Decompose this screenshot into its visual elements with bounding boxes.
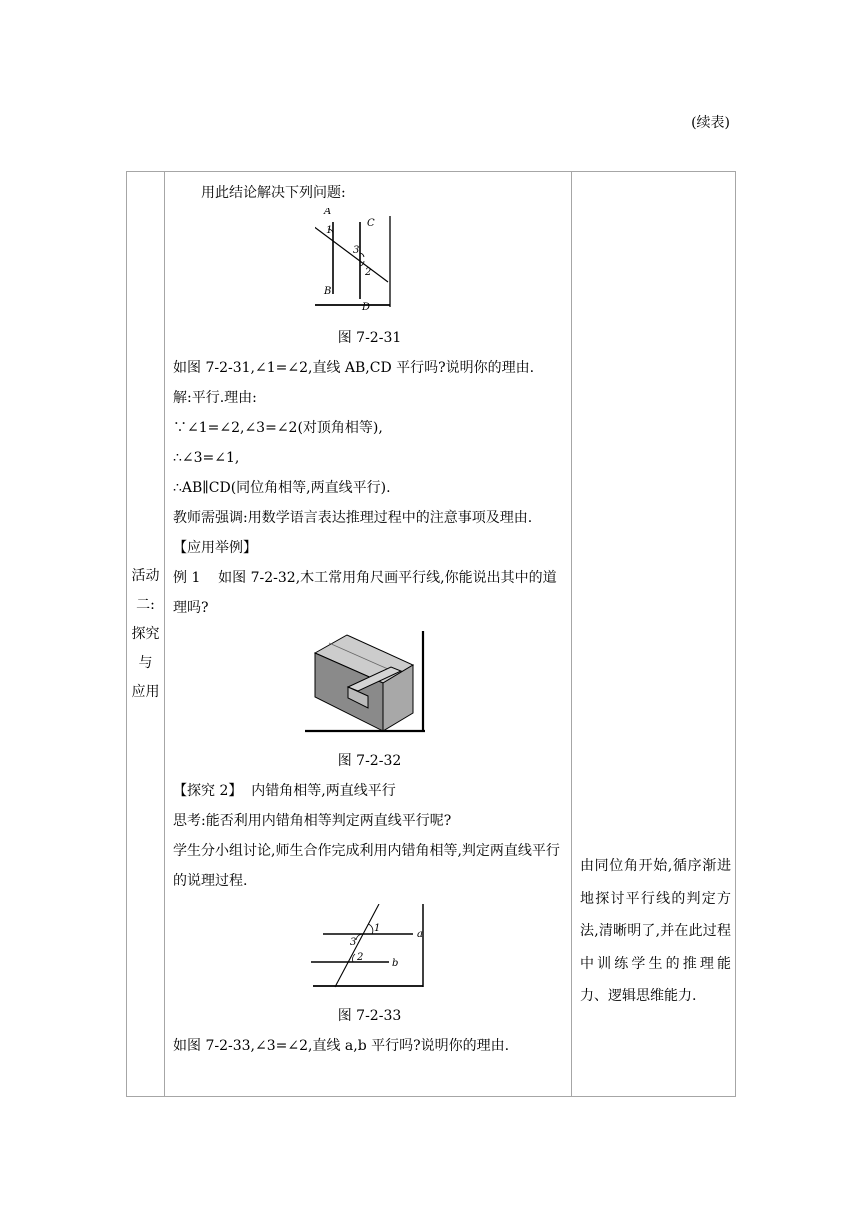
carpenter-square-image	[305, 631, 435, 735]
label-angle-3: 3	[349, 937, 356, 948]
figure-7-2-32	[173, 631, 566, 746]
section-heading: 【应用举例】	[173, 540, 257, 556]
label-D: D	[361, 302, 370, 312]
lesson-table	[126, 171, 736, 1097]
solution-text: ∵∠1=∠2,∠3=∠2(对顶角相等),	[173, 420, 383, 436]
label-a: a	[416, 929, 423, 940]
activity-label-line: 活动	[131, 567, 160, 584]
teacher-note: 教师需强调:用数学语言表达推理过程中的注意事项及理由.	[173, 510, 533, 526]
discussion-text: 学生分小组讨论,师生合作完成利用内错角相等,判定两直线平行的说理过程.	[173, 843, 560, 889]
section-heading: 【探究 2】 内错角相等,两直线平行	[173, 783, 396, 799]
activity-cell	[127, 172, 165, 1097]
figure-caption: 图 7-2-33	[337, 1008, 402, 1024]
question-text: 如图 7-2-31,∠1=∠2,直线 AB,CD 平行吗?说明你的理由.	[173, 360, 535, 376]
activity-label-line: 探究	[131, 625, 160, 642]
content-cell	[165, 172, 572, 1097]
figure-7-2-33	[173, 904, 566, 1001]
label-A: A	[323, 208, 331, 217]
activity-label-line: 与	[138, 654, 153, 671]
note-cell	[572, 172, 736, 1097]
solution-text: ∴∠3=∠1,	[173, 450, 240, 466]
question-text: 如图 7-2-33,∠3=∠2,直线 a,b 平行吗?说明你的理由.	[173, 1038, 510, 1054]
activity-label-line: 二:	[136, 596, 155, 613]
example-text: 例 1 如图 7-2-32,木工常用角尺画平行线,你能说出其中的道理吗?	[173, 570, 557, 616]
label-angle-2: 2	[364, 267, 371, 278]
solution-text: 解:平行.理由:	[173, 390, 257, 406]
figure-caption: 图 7-2-32	[337, 753, 402, 769]
label-angle-1: 1	[325, 225, 332, 236]
label-angle-2: 2	[356, 952, 363, 963]
continued-label: (续表)	[691, 115, 730, 131]
activity-label-line: 应用	[131, 683, 160, 700]
parallel-lines-diagram	[315, 208, 425, 312]
label-angle-1: 1	[373, 923, 380, 934]
figure-7-2-31	[173, 208, 566, 323]
label-B: B	[323, 286, 331, 297]
label-b: b	[391, 958, 398, 969]
intro-text: 用此结论解决下列问题:	[201, 185, 346, 201]
figure-caption: 图 7-2-31	[337, 330, 402, 346]
solution-text: ∴AB∥CD(同位角相等,两直线平行).	[173, 480, 391, 496]
parallel-lines-diagram	[311, 904, 429, 990]
label-C: C	[366, 218, 375, 229]
label-angle-3: 3	[352, 245, 359, 256]
design-note: 由同位角开始,循序渐进地探讨平行线的判定方法,清晰明了,并在此过程中训练学生的推理能力、逻辑思维能力.	[580, 858, 731, 1004]
think-text: 思考:能否利用内错角相等判定两直线平行呢?	[173, 813, 452, 829]
